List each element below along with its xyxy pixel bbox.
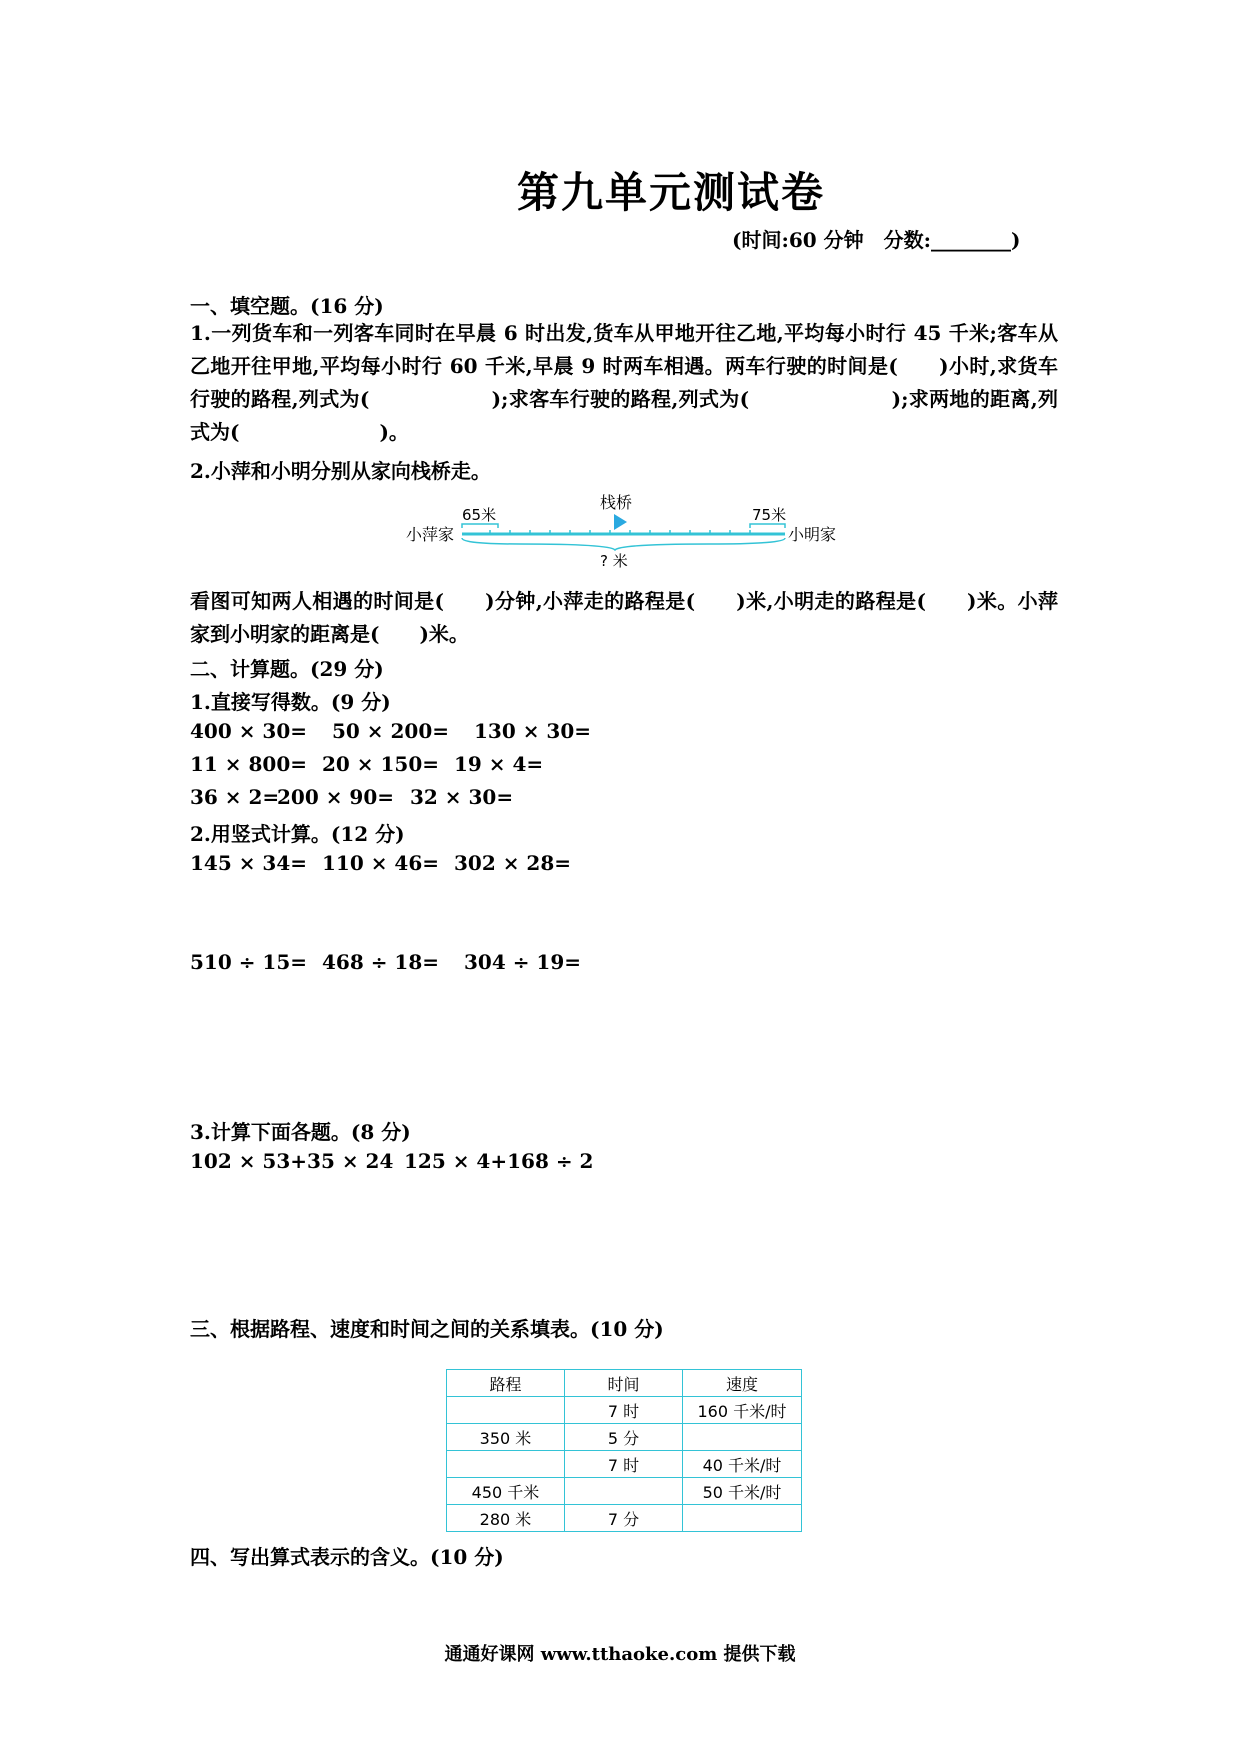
table-row: [447, 1451, 802, 1478]
question-2-blanks: 看图可知两人相遇的时间是( )分钟,小萍走的路程是( )米,小明走的路程是( )米。小萍家到小明家的距离是( )米。: [190, 589, 1058, 646]
direct-calc-3: 130 × 30=: [474, 719, 592, 743]
right-distance-label: 75米: [752, 506, 787, 524]
header-time: 时间: [565, 1370, 683, 1397]
subsection-2-3: 3.计算下面各题。(8 分): [190, 1120, 411, 1144]
right-bracket: [750, 524, 785, 528]
table-cell[interactable]: [565, 1478, 683, 1505]
table-cell[interactable]: [683, 1424, 802, 1451]
section-2-heading: 二、计算题。(29 分): [190, 657, 384, 681]
subsection-2-2: 2.用竖式计算。(12 分): [190, 822, 405, 846]
relation-table: [446, 1369, 802, 1532]
subsection-2-1: 1.直接写得数。(9 分): [190, 690, 391, 714]
page-title: 第九单元测试卷: [516, 168, 825, 217]
header-speed: 速度: [683, 1370, 802, 1397]
table-cell: 160 千米/时: [683, 1397, 802, 1424]
left-home-label: 小萍家: [406, 525, 455, 544]
total-brace: [462, 538, 785, 550]
question-2-text: 2.小萍和小明分别从家向栈桥走。: [190, 459, 491, 483]
walking-diagram: [400, 490, 860, 570]
left-distance-label: 65米: [462, 506, 497, 524]
direct-calc-9: 32 × 30=: [410, 785, 514, 809]
table-cell: 50 千米/时: [683, 1478, 802, 1505]
direct-calc-1: 400 × 30=: [190, 719, 308, 743]
vertical-calc-4: 510 ÷ 15=: [190, 950, 308, 974]
total-distance-label: ? 米: [600, 552, 628, 570]
header-distance: 路程: [447, 1370, 565, 1397]
table-cell: 280 米: [447, 1505, 565, 1532]
exam-info: (时间:60 分钟 分数:________): [732, 228, 1021, 252]
table-header-row: [447, 1370, 802, 1397]
question-1-text: 1.一列货车和一列客车同时在早晨 6 时出发,货车从甲地开往乙地,平均每小时行 45 千米;客车从乙地开往甲地,平均每小时行 60 千米,早晨 9 时两车相遇。两车行驶的时间是( )小时,求货车行驶的路程,列式为( );求客车行驶的路程,列式为( );求两地的距离,列式为( )。: [190, 321, 1058, 444]
direct-calc-5: 20 × 150=: [322, 752, 440, 776]
direct-calc-6: 19 × 4=: [454, 752, 544, 776]
table-cell: 40 千米/时: [683, 1451, 802, 1478]
table-row: [447, 1478, 802, 1505]
section-3-heading: 三、根据路程、速度和时间之间的关系填表。(10 分): [190, 1317, 664, 1341]
table-cell: 350 米: [447, 1424, 565, 1451]
table-cell: 7 分: [565, 1505, 683, 1532]
table-row: [447, 1505, 802, 1532]
table-cell: 7 时: [565, 1397, 683, 1424]
vertical-calc-3: 302 × 28=: [454, 851, 572, 875]
table-cell[interactable]: [447, 1397, 565, 1424]
vertical-calc-5: 468 ÷ 18=: [322, 950, 440, 974]
direct-calc-2: 50 × 200=: [332, 719, 450, 743]
table-cell: 450 千米: [447, 1478, 565, 1505]
vertical-calc-2: 110 × 46=: [322, 851, 440, 875]
table-cell[interactable]: [683, 1505, 802, 1532]
right-home-label: 小明家: [788, 525, 837, 544]
direct-calc-8: 200 × 90=: [277, 785, 395, 809]
table-row: [447, 1424, 802, 1451]
mixed-calc-1: 102 × 53+35 × 24: [190, 1149, 394, 1173]
bridge-flag-icon: [614, 514, 627, 530]
direct-calc-4: 11 × 800=: [190, 752, 308, 776]
bridge-label: 栈桥: [600, 493, 633, 512]
section-1-heading: 一、填空题。(16 分): [190, 294, 384, 318]
footer-source: 通通好课网 www.tthaoke.com 提供下载: [444, 1644, 796, 1665]
table-cell: 5 分: [565, 1424, 683, 1451]
table-cell: 7 时: [565, 1451, 683, 1478]
mixed-calc-2: 125 × 4+168 ÷ 2: [404, 1149, 594, 1173]
left-bracket: [462, 524, 498, 528]
table-row: [447, 1397, 802, 1424]
section-4-heading: 四、写出算式表示的含义。(10 分): [190, 1545, 504, 1569]
table-cell[interactable]: [447, 1451, 565, 1478]
vertical-calc-6: 304 ÷ 19=: [464, 950, 582, 974]
direct-calc-7: 36 × 2=: [190, 785, 280, 809]
vertical-calc-1: 145 × 34=: [190, 851, 308, 875]
